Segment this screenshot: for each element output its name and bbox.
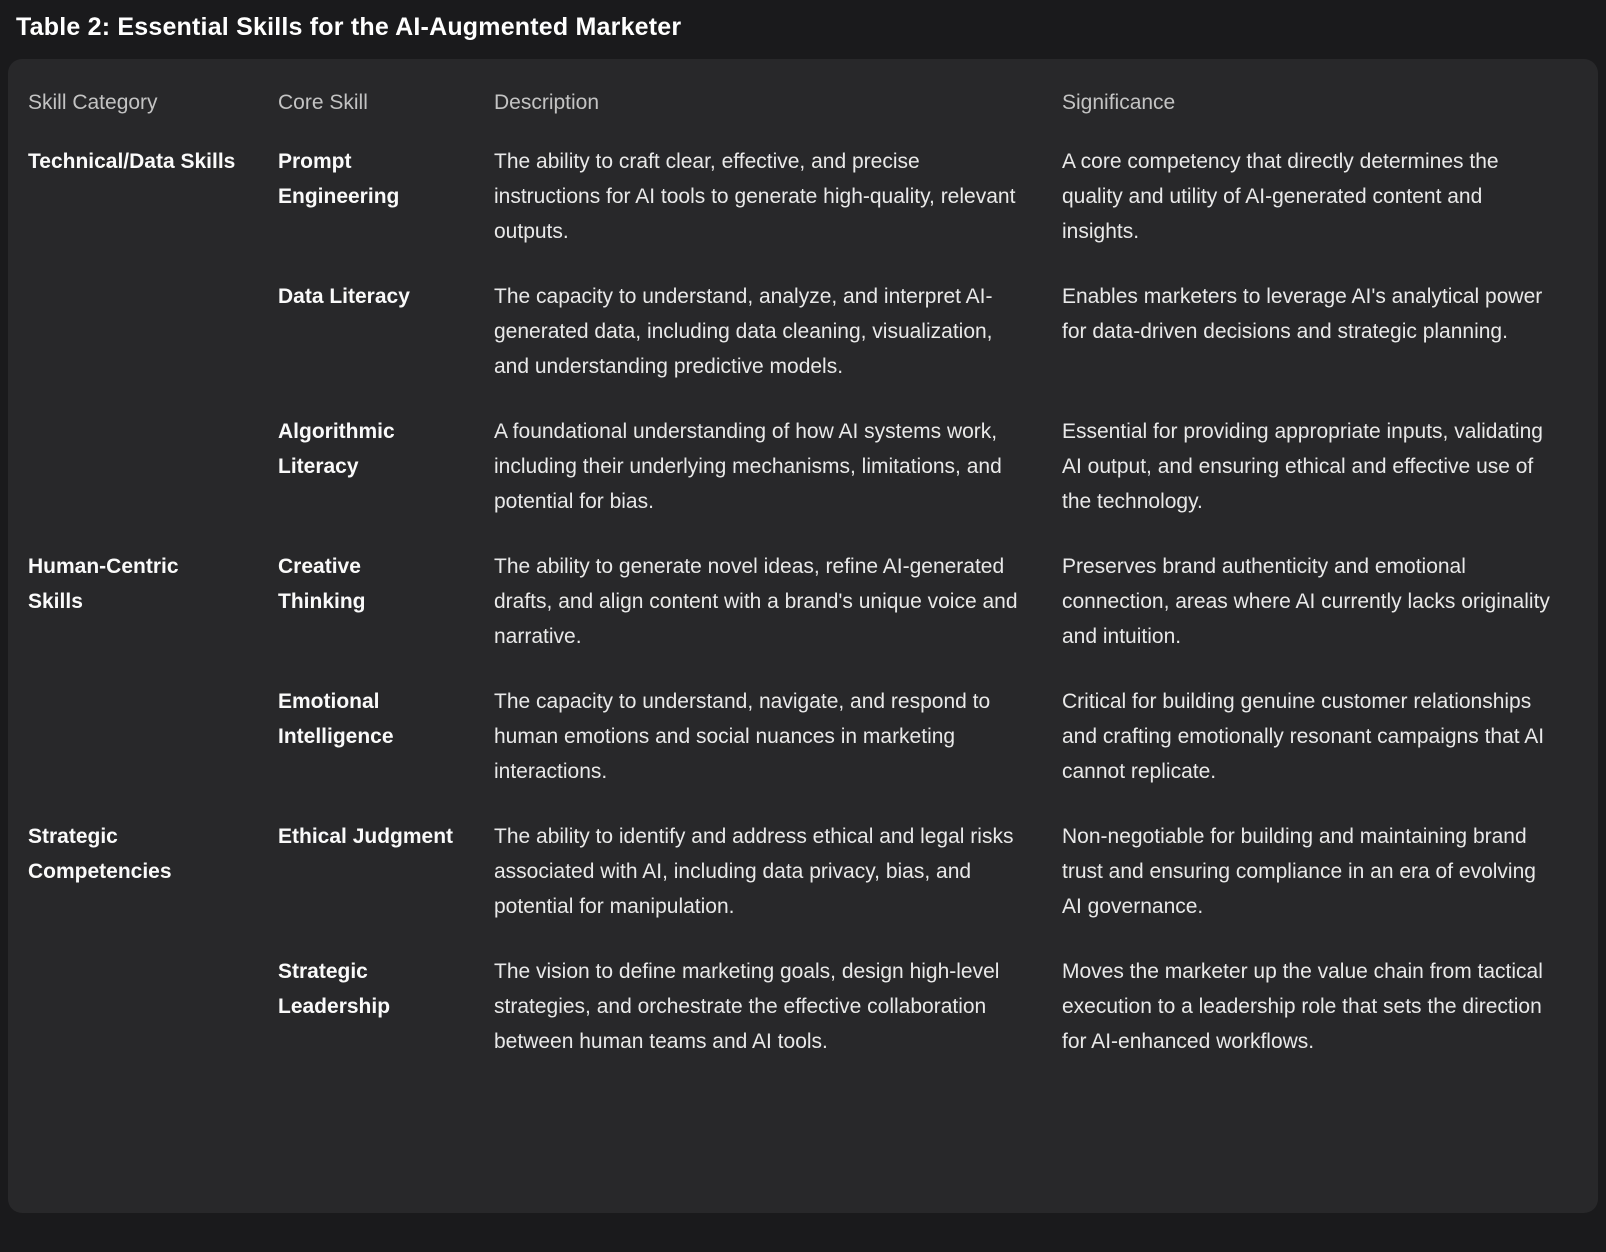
- cell-core-skill: Algorithmic Literacy: [278, 420, 395, 478]
- table-row: [28, 804, 1578, 939]
- cell-core-skill: Creative Thinking: [278, 555, 366, 613]
- table-row: [28, 129, 1578, 264]
- column-header-description: Description: [494, 91, 600, 114]
- table-header-row: [28, 67, 1578, 129]
- cell-skill-category: [28, 939, 278, 1074]
- cell-core-skill: Data Literacy: [278, 285, 410, 308]
- cell-significance: Moves the marketer up the value chain from tactical execution to a leadership role that sets the direction for AI-enhanced workflows.: [1062, 960, 1543, 1053]
- cell-description: The ability to identify and address ethical and legal risks associated with AI, including data privacy, bias, and potential for manipulation.: [494, 825, 1014, 918]
- table-row: [28, 669, 1578, 804]
- column-header-core-skill: Core Skill: [278, 91, 368, 114]
- cell-description: The ability to generate novel ideas, refine AI-generated drafts, and align content with a brand's unique voice and narrative.: [494, 555, 1018, 648]
- cell-description: The ability to craft clear, effective, and precise instructions for AI tools to generate high-quality, relevant outputs.: [494, 150, 1016, 243]
- cell-skill-category: [28, 669, 278, 804]
- cell-skill-category: [28, 399, 278, 534]
- cell-core-skill: Emotional Intelligence: [278, 690, 394, 748]
- page-title: Table 2: Essential Skills for the AI-Augmented Marketer: [16, 13, 682, 41]
- cell-description: A foundational understanding of how AI systems work, including their underlying mechanisms, limitations, and potential for bias.: [494, 420, 1002, 513]
- column-header-significance: Significance: [1062, 91, 1176, 114]
- cell-significance: Preserves brand authenticity and emotional connection, areas where AI currently lacks originality and intuition.: [1062, 555, 1550, 648]
- table-row: [28, 939, 1578, 1074]
- cell-skill-category: Strategic Competencies: [28, 825, 172, 883]
- cell-skill-category: Human-Centric Skills: [28, 555, 179, 613]
- cell-core-skill: Ethical Judgment: [278, 825, 454, 848]
- cell-skill-category: [28, 264, 278, 399]
- cell-description: The vision to define marketing goals, design high-level strategies, and orchestrate the effective collaboration between human teams and AI tools.: [494, 960, 1000, 1053]
- cell-significance: A core competency that directly determines the quality and utility of AI-generated content and insights.: [1062, 150, 1499, 243]
- table-row: [28, 264, 1578, 399]
- cell-core-skill: Strategic Leadership: [278, 960, 391, 1018]
- cell-significance: Enables marketers to leverage AI's analytical power for data-driven decisions and strategic planning.: [1062, 285, 1543, 343]
- table-row: [28, 399, 1578, 534]
- skills-table: [28, 67, 1578, 1074]
- cell-significance: Critical for building genuine customer relationships and crafting emotionally resonant campaigns that AI cannot replicate.: [1062, 690, 1545, 783]
- column-header-skill-category: Skill Category: [28, 91, 158, 114]
- cell-significance: Essential for providing appropriate inputs, validating AI output, and ensuring ethical and effective use of the technology.: [1062, 420, 1543, 513]
- cell-core-skill: Prompt Engineering: [278, 150, 400, 208]
- cell-skill-category: Technical/Data Skills: [28, 150, 236, 173]
- cell-significance: Non-negotiable for building and maintaining brand trust and ensuring compliance in an era of evolving AI governance.: [1062, 825, 1536, 918]
- skills-table-card: [8, 59, 1598, 1213]
- cell-description: The capacity to understand, analyze, and interpret AI-generated data, including data cleaning, visualization, and understanding predictive models.: [494, 285, 993, 378]
- table-row: [28, 534, 1578, 669]
- cell-description: The capacity to understand, navigate, and respond to human emotions and social nuances in marketing interactions.: [494, 690, 991, 783]
